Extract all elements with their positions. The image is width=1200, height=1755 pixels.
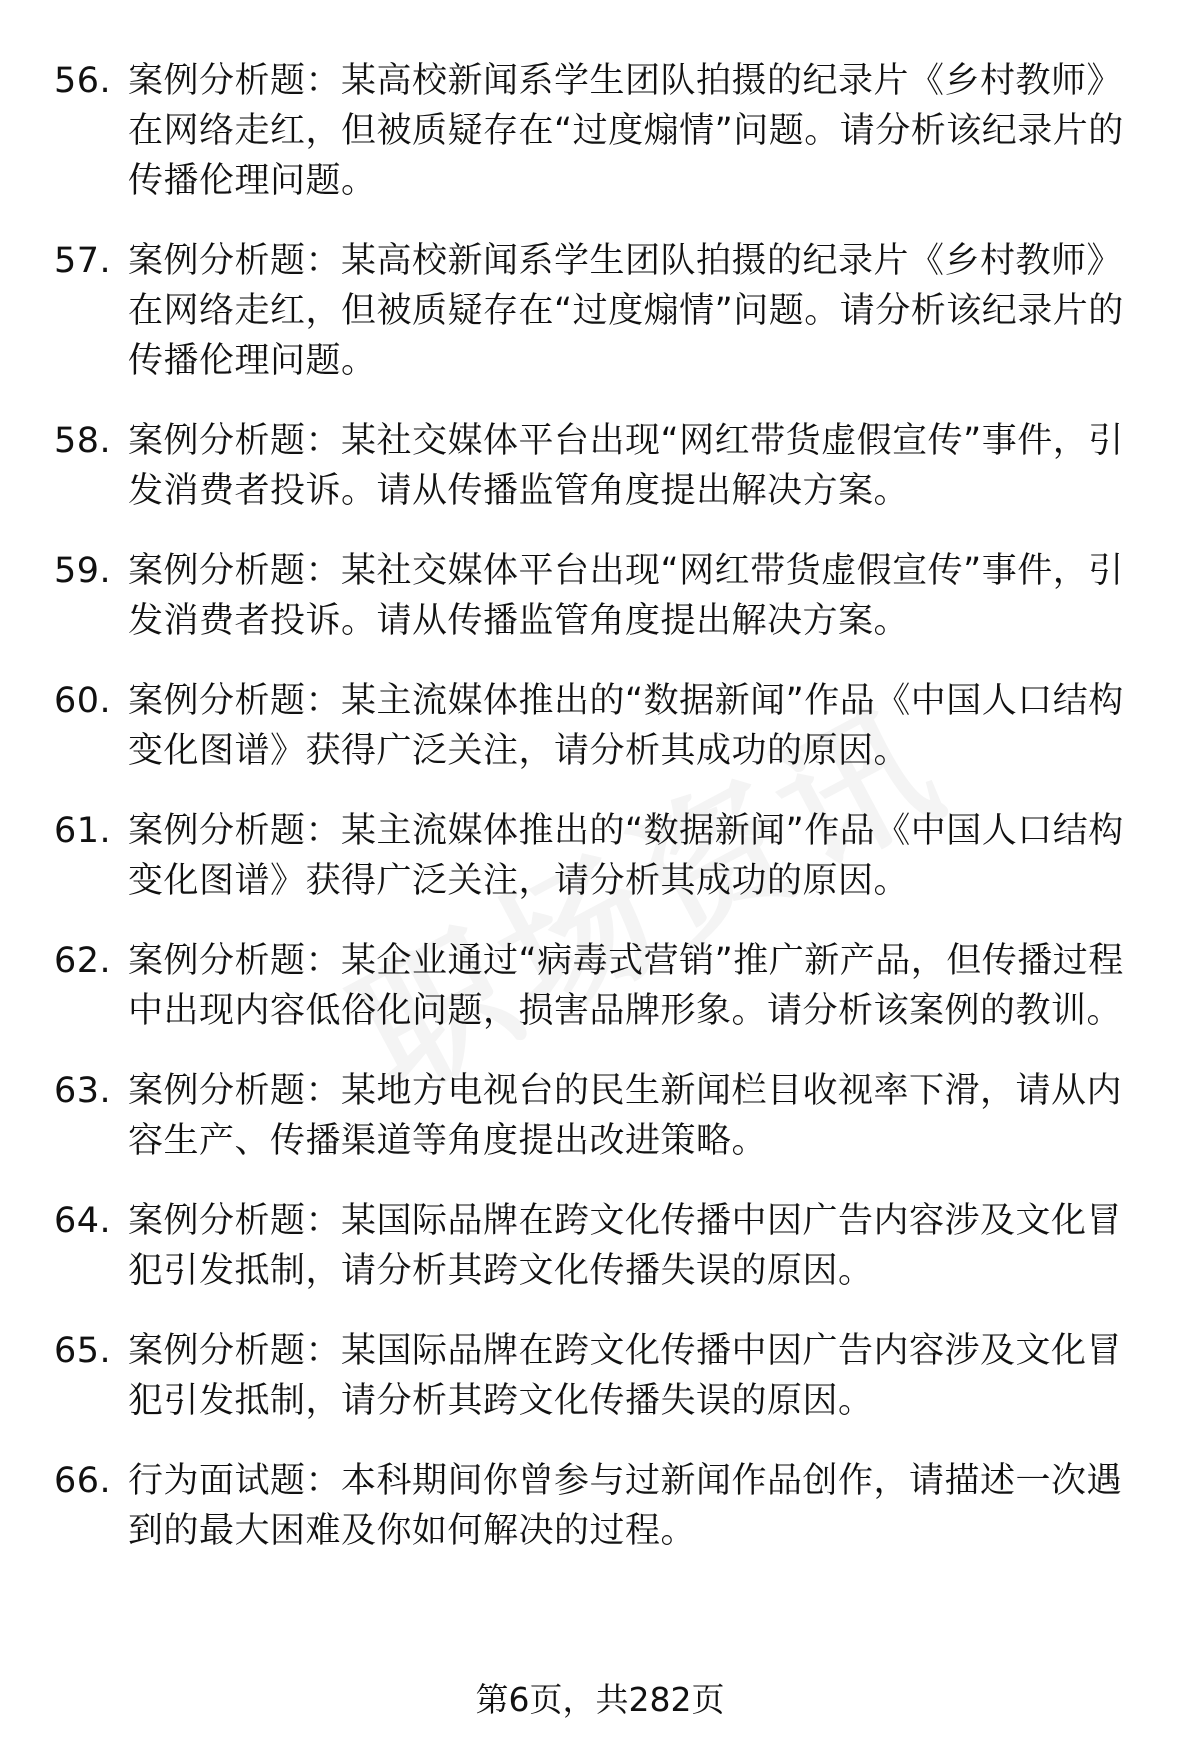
question-text: 案例分析题：某主流媒体推出的“数据新闻”作品《中国人口结构变化图谱》获得广泛关注，请分析其成功的原因。: [128, 681, 1124, 771]
question-text: 案例分析题：某主流媒体推出的“数据新闻”作品《中国人口结构变化图谱》获得广泛关注，请分析其成功的原因。: [128, 811, 1124, 901]
question-number: 57.: [54, 241, 112, 281]
question-item: [0, 1196, 1200, 1296]
question-item: [0, 56, 1200, 206]
question-item: [0, 236, 1200, 386]
question-number: 58.: [54, 421, 112, 461]
question-text: 案例分析题：某高校新闻系学生团队拍摄的纪录片《乡村教师》在网络走红，但被质疑存在“过度煽情”问题。请分析该纪录片的传播伦理问题。: [128, 241, 1124, 381]
question-number: 62.: [54, 941, 112, 981]
question-item: [0, 936, 1200, 1036]
question-text: 案例分析题：某地方电视台的民生新闻栏目收视率下滑，请从内容生产、传播渠道等角度提出改进策略。: [128, 1071, 1123, 1161]
question-number: 59.: [54, 551, 112, 591]
question-text: 案例分析题：某国际品牌在跨文化传播中因广告内容涉及文化冒犯引发抵制，请分析其跨文化传播失误的原因。: [128, 1201, 1123, 1291]
question-number: 65.: [54, 1331, 112, 1371]
question-number: 61.: [54, 811, 112, 851]
page-footer: [0, 1678, 1200, 1722]
question-item: [0, 1066, 1200, 1166]
question-item: [0, 546, 1200, 646]
question-item: [0, 1326, 1200, 1426]
page-number-label: 第6页，共282页: [475, 1680, 725, 1719]
question-list: [0, 56, 1200, 1586]
question-item: [0, 416, 1200, 516]
question-item: [0, 1456, 1200, 1556]
question-number: 64.: [54, 1201, 112, 1241]
question-number: 60.: [54, 681, 112, 721]
question-text: 案例分析题：某社交媒体平台出现“网红带货虚假宣传”事件，引发消费者投诉。请从传播监管角度提出解决方案。: [128, 551, 1124, 641]
question-text: 案例分析题：某国际品牌在跨文化传播中因广告内容涉及文化冒犯引发抵制，请分析其跨文化传播失误的原因。: [128, 1331, 1123, 1421]
question-item: [0, 676, 1200, 776]
question-text: 案例分析题：某企业通过“病毒式营销”推广新产品，但传播过程中出现内容低俗化问题，损害品牌形象。请分析该案例的教训。: [128, 941, 1124, 1031]
question-number: 66.: [54, 1461, 112, 1501]
question-number: 56.: [54, 61, 112, 101]
question-item: [0, 806, 1200, 906]
question-text: 案例分析题：某社交媒体平台出现“网红带货虚假宣传”事件，引发消费者投诉。请从传播监管角度提出解决方案。: [128, 421, 1124, 511]
question-text: 行为面试题：本科期间你曾参与过新闻作品创作，请描述一次遇到的最大困难及你如何解决的过程。: [128, 1461, 1123, 1551]
question-number: 63.: [54, 1071, 112, 1111]
question-text: 案例分析题：某高校新闻系学生团队拍摄的纪录片《乡村教师》在网络走红，但被质疑存在“过度煽情”问题。请分析该纪录片的传播伦理问题。: [128, 61, 1124, 201]
